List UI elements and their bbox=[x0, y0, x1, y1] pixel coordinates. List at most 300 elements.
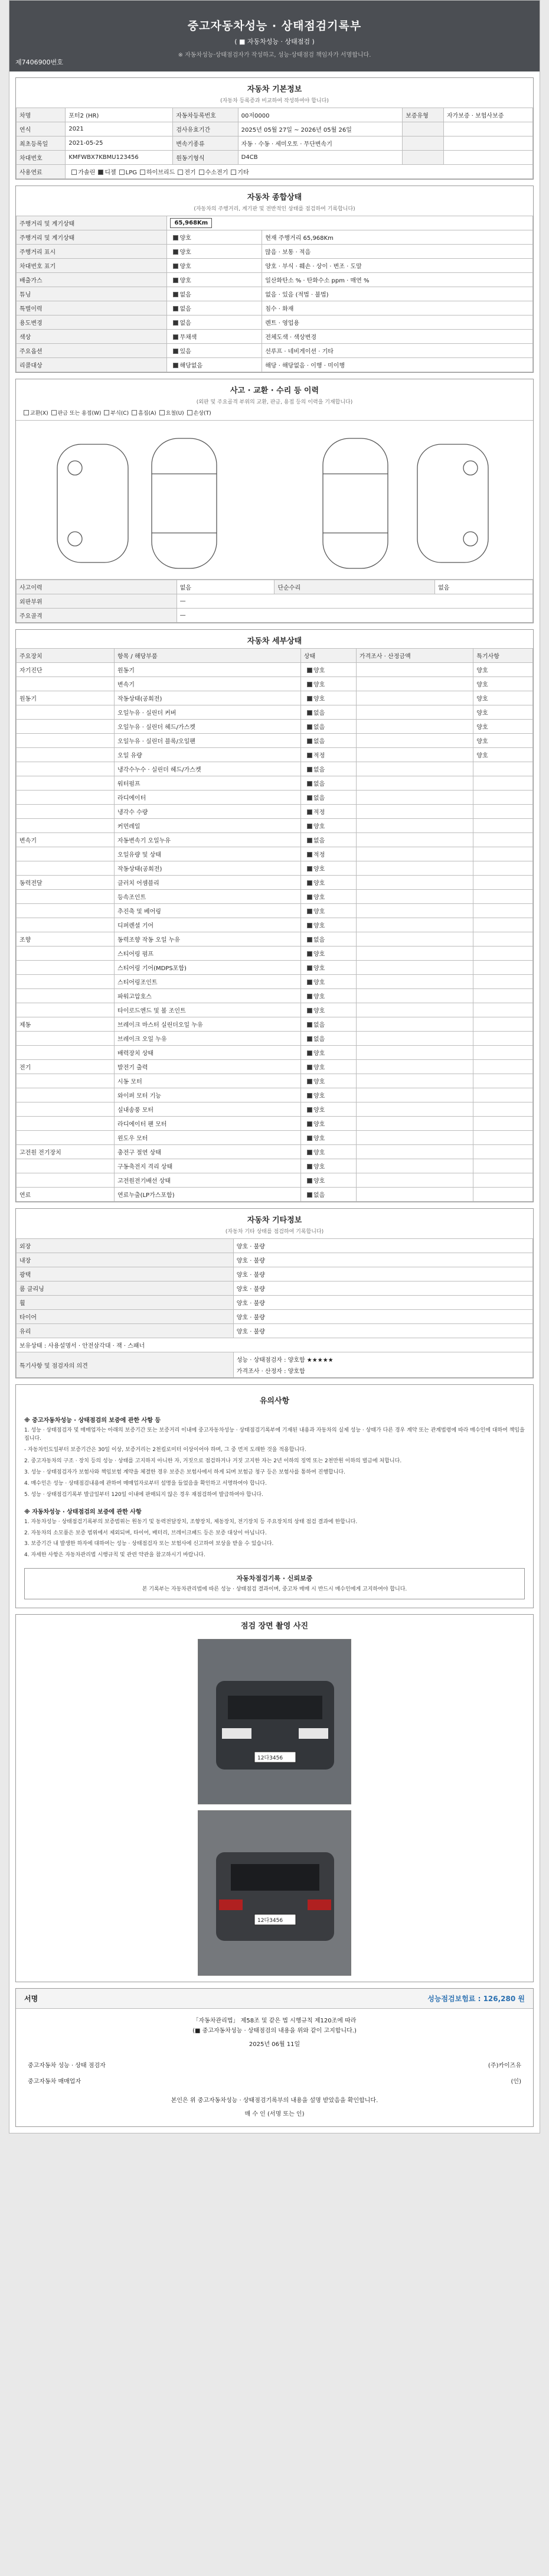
summary-state: 양호 bbox=[167, 273, 262, 287]
detail-row bbox=[17, 705, 533, 720]
detail-item: 고전원전기배선 상태 bbox=[114, 1173, 300, 1188]
other-key: 내장 bbox=[17, 1253, 234, 1267]
detail-item: 동력조향 작동 오일 누유 bbox=[114, 932, 300, 947]
checkbox bbox=[173, 363, 178, 368]
detail-state: 양호 bbox=[300, 918, 356, 932]
trust-box bbox=[24, 1568, 525, 1599]
notice-paragraph: 1. 자동차성능 · 상태점검기록부의 보증범위는 원동기 및 동력전달장치, 조향장치, 제동장치, 전기장치 등 주요장치의 상태 점검 결과에 한합니다. bbox=[24, 1518, 358, 1525]
checkbox bbox=[307, 909, 312, 914]
checkbox bbox=[173, 349, 178, 354]
detail-row bbox=[17, 861, 533, 876]
detail-state: 양호 bbox=[300, 890, 356, 904]
detail-remark bbox=[473, 961, 533, 975]
notice-paragraph: - 자동차인도일부터 보증기간은 30일 이상, 보증거리는 2천킬로미터 이상이어야 하며, 그 중 먼저 도래한 것을 적용합니다. bbox=[24, 1446, 306, 1453]
detail-group bbox=[17, 1117, 115, 1131]
detail-group bbox=[17, 791, 115, 805]
detail-group bbox=[17, 890, 115, 904]
notice-heading-2: ※ 자동차성능 · 상태점검의 보증에 관한 사항 bbox=[24, 1508, 142, 1515]
detail-group: 동력전달 bbox=[17, 876, 115, 890]
basic-value: 00저0000 bbox=[238, 108, 403, 122]
checkbox bbox=[307, 895, 312, 900]
basic-key bbox=[403, 122, 444, 136]
detail-row bbox=[17, 1074, 533, 1088]
checkbox bbox=[307, 965, 312, 971]
front-plate: 12다3456 bbox=[257, 1755, 283, 1762]
sign-date: 2025년 06월 11일 bbox=[249, 2041, 300, 2048]
detail-state: 없음 bbox=[300, 734, 356, 748]
checkbox bbox=[187, 410, 192, 415]
detail-row bbox=[17, 1159, 533, 1173]
checkbox bbox=[307, 1192, 312, 1198]
summary-row bbox=[17, 259, 533, 273]
detail-state: 양호 bbox=[300, 947, 356, 961]
notice-paragraph: 4. 자세한 사항은 자동차관리법 시행규칙 및 관련 약관을 참고하시기 바랍니다. bbox=[24, 1552, 205, 1559]
detail-row bbox=[17, 720, 533, 734]
mileage-value bbox=[167, 216, 533, 230]
detail-group bbox=[17, 776, 115, 791]
summary-section bbox=[15, 186, 534, 373]
checkbox bbox=[307, 1065, 312, 1070]
detail-row bbox=[17, 1017, 533, 1032]
detail-row bbox=[17, 663, 533, 677]
detail-group bbox=[17, 961, 115, 975]
detail-group bbox=[17, 1173, 115, 1188]
detail-group bbox=[17, 720, 115, 734]
section-note: (자동차의 주행거리, 계기판 및 전반적인 상태를 점검하여 기록합니다) bbox=[194, 206, 355, 212]
detail-item: 오일 유량 bbox=[114, 748, 300, 762]
basic-key: 차대번호 bbox=[17, 151, 66, 165]
detail-row bbox=[17, 947, 533, 961]
summary-note: 양호 · 부식 · 훼손 · 상이 · 변조 · 도말 bbox=[262, 259, 533, 273]
photo-title: 점검 장면 촬영 사진 bbox=[240, 1622, 309, 1631]
checkbox bbox=[307, 668, 312, 673]
fuel-option: 수소전기 bbox=[196, 170, 228, 176]
detail-group bbox=[17, 975, 115, 989]
summary-row bbox=[17, 330, 533, 344]
detail-price bbox=[356, 734, 473, 748]
detail-item: 오일누유 · 실린더 헤드/가스켓 bbox=[114, 720, 300, 734]
detail-price bbox=[356, 1159, 473, 1173]
detail-price bbox=[356, 1017, 473, 1032]
legend-item: 판금 또는 용접(W) bbox=[48, 411, 102, 417]
summary-note: 해당 · 해당없음 · 이행 · 미이행 bbox=[262, 358, 533, 372]
sign-text-1: 「자동차관리법」 제58조 및 같은 법 시행규칙 제120조에 따라 bbox=[192, 2018, 357, 2025]
car-diagram bbox=[16, 420, 533, 580]
checkbox bbox=[71, 170, 77, 175]
legend-item: 흠집(A) bbox=[129, 411, 156, 417]
detail-remark bbox=[473, 1188, 533, 1202]
detail-state: 없음 bbox=[300, 705, 356, 720]
record-number: 제7406900번호 bbox=[15, 58, 63, 66]
notice-paragraph: 2. 중고자동차의 구조 · 장치 등의 성능 · 상태를 고지하지 아니한 자, 거짓으로 점검하거나 거짓 고지한 자는 2년 이하의 징역 또는 2천만원 이하의 벌금에 처합니다. bbox=[24, 1458, 402, 1464]
detail-row bbox=[17, 1088, 533, 1102]
detail-row bbox=[17, 791, 533, 805]
detail-row bbox=[17, 904, 533, 918]
summary-item: 주행거리 및 계기상태 bbox=[17, 230, 167, 245]
detail-state: 양호 bbox=[300, 1046, 356, 1060]
detail-row bbox=[17, 762, 533, 776]
detail-group bbox=[17, 1003, 115, 1017]
detail-item: 클러치 어셈블리 bbox=[114, 876, 300, 890]
summary-item: 주행거리 표시 bbox=[17, 245, 167, 259]
detail-state: 없음 bbox=[300, 720, 356, 734]
accident-label: 사고이력 bbox=[17, 580, 177, 594]
detail-item: 변속기 bbox=[114, 677, 300, 691]
detail-price bbox=[356, 1032, 473, 1046]
section-title: 자동차 종합상태 bbox=[247, 193, 302, 202]
checkbox bbox=[307, 682, 312, 687]
summary-row bbox=[17, 358, 533, 372]
fuel-option: 전기 bbox=[175, 170, 195, 176]
detail-row bbox=[17, 961, 533, 975]
detail-remark bbox=[473, 1131, 533, 1145]
checkbox bbox=[307, 767, 312, 772]
frame-value: — bbox=[177, 609, 532, 623]
checkbox bbox=[307, 696, 312, 701]
other-row bbox=[17, 1310, 533, 1324]
detail-group bbox=[17, 918, 115, 932]
summary-item: 배출가스 bbox=[17, 273, 167, 287]
rear-photo bbox=[198, 1810, 351, 1976]
checkbox bbox=[307, 1164, 312, 1169]
detail-state: 없음 bbox=[300, 1032, 356, 1046]
summary-item: 주요옵션 bbox=[17, 344, 167, 358]
detail-row bbox=[17, 1131, 533, 1145]
other-value: 양호 · 불량 bbox=[233, 1296, 532, 1310]
detail-price bbox=[356, 677, 473, 691]
checker-label: 중고자동차 성능 · 상태 점검자 bbox=[28, 2063, 106, 2070]
summary-state: 무채색 bbox=[167, 330, 262, 344]
detail-price bbox=[356, 1003, 473, 1017]
detail-col-header: 가격조사 · 산정금액 bbox=[356, 649, 473, 663]
checkbox bbox=[132, 410, 137, 415]
basic-value: 자동 · 수동 · 세미오토 · 무단변속기 bbox=[238, 136, 403, 151]
checkbox bbox=[307, 923, 312, 928]
accident-value: 없음 bbox=[177, 580, 274, 594]
price-value: 126,280 원 bbox=[483, 1995, 525, 2003]
section-title: 자동차 기타정보 bbox=[247, 1216, 302, 1225]
detail-item: 실내송풍 모터 bbox=[114, 1102, 300, 1117]
checkbox bbox=[307, 739, 312, 744]
detail-row bbox=[17, 1102, 533, 1117]
detail-item: 와이퍼 모터 기능 bbox=[114, 1088, 300, 1102]
detail-remark: 양호 bbox=[473, 720, 533, 734]
car-outline-svg bbox=[16, 421, 534, 579]
detail-state: 양호 bbox=[300, 677, 356, 691]
fuel-row bbox=[17, 165, 533, 179]
checkbox bbox=[104, 410, 109, 415]
detail-price bbox=[356, 989, 473, 1003]
detail-price bbox=[356, 691, 473, 705]
detail-price bbox=[356, 861, 473, 876]
detail-price bbox=[356, 1088, 473, 1102]
detail-price bbox=[356, 748, 473, 762]
accident-table bbox=[16, 580, 533, 623]
fuel-option: LPG bbox=[116, 170, 137, 176]
detail-state: 없음 bbox=[300, 776, 356, 791]
detail-item: 윈도우 모터 bbox=[114, 1131, 300, 1145]
detail-item: 라디에이터 bbox=[114, 791, 300, 805]
detail-group bbox=[17, 1131, 115, 1145]
detail-group: 변속기 bbox=[17, 833, 115, 847]
legend-item: 손상(T) bbox=[184, 411, 211, 417]
accident-section bbox=[15, 379, 534, 623]
detail-section bbox=[15, 629, 534, 1202]
detail-remark bbox=[473, 847, 533, 861]
other-info-section bbox=[15, 1208, 534, 1378]
detail-state: 양호 bbox=[300, 989, 356, 1003]
detail-group bbox=[17, 1046, 115, 1060]
other-key: 외장 bbox=[17, 1239, 234, 1253]
basic-row bbox=[17, 151, 533, 165]
detail-remark bbox=[473, 791, 533, 805]
document-subtitle: ( ■ 자동차성능 · 상태점검 ) bbox=[234, 38, 315, 45]
summary-note: 선루프 · 네비게이션 · 기타 bbox=[262, 344, 533, 358]
legend-item: 부식(C) bbox=[101, 411, 129, 417]
detail-row bbox=[17, 776, 533, 791]
detail-price bbox=[356, 890, 473, 904]
detail-remark bbox=[473, 1117, 533, 1131]
detail-state: 양호 bbox=[300, 1159, 356, 1173]
detail-price bbox=[356, 819, 473, 833]
summary-item: 튜닝 bbox=[17, 287, 167, 301]
detail-state: 양호 bbox=[300, 1074, 356, 1088]
checkbox bbox=[159, 410, 165, 415]
basic-value: D4CB bbox=[238, 151, 403, 165]
detail-remark bbox=[473, 1046, 533, 1060]
photo-section bbox=[15, 1614, 534, 1982]
checkbox bbox=[307, 1050, 312, 1056]
section-note: (자동차 기타 상태를 점검하여 기록합니다) bbox=[225, 1229, 324, 1235]
detail-remark: 양호 bbox=[473, 677, 533, 691]
checkbox bbox=[307, 1022, 312, 1027]
car-side-right bbox=[417, 444, 488, 562]
detail-group bbox=[17, 1032, 115, 1046]
detail-item: 발전기 출력 bbox=[114, 1060, 300, 1074]
detail-group bbox=[17, 1088, 115, 1102]
detail-remark bbox=[473, 975, 533, 989]
detail-state: 양호 bbox=[300, 1173, 356, 1188]
detail-remark bbox=[473, 1145, 533, 1159]
notice-paragraph: 4. 매수인은 성능 · 상태점검내용에 관하여 매매업자로부터 설명을 들었음을 확인하고 서명하여야 합니다. bbox=[24, 1480, 267, 1487]
basic-value: 2021-05-25 bbox=[66, 136, 173, 151]
outer-panel-value: — bbox=[177, 594, 532, 609]
detail-price bbox=[356, 1173, 473, 1188]
checkbox bbox=[140, 170, 145, 175]
detail-item: 냉각수 수량 bbox=[114, 805, 300, 819]
notice-heading-1: ※ 중고자동차성능 · 상태점검의 보증에 관한 사항 등 bbox=[24, 1417, 161, 1424]
detail-row bbox=[17, 1117, 533, 1131]
detail-state: 양호 bbox=[300, 904, 356, 918]
sign-section bbox=[15, 1988, 534, 2127]
summary-item: 특별이력 bbox=[17, 301, 167, 316]
detail-state: 양호 bbox=[300, 1145, 356, 1159]
basic-row bbox=[17, 136, 533, 151]
detail-group bbox=[17, 762, 115, 776]
detail-group bbox=[17, 748, 115, 762]
detail-price bbox=[356, 720, 473, 734]
detail-group: 원동기 bbox=[17, 691, 115, 705]
detail-state: 양호 bbox=[300, 663, 356, 677]
other-value: 양호 · 불량 bbox=[233, 1310, 532, 1324]
detail-row bbox=[17, 989, 533, 1003]
other-row bbox=[17, 1267, 533, 1282]
detail-price bbox=[356, 975, 473, 989]
basic-key: 보증유형 bbox=[403, 108, 444, 122]
detail-group bbox=[17, 904, 115, 918]
detail-item: 원동기 bbox=[114, 663, 300, 677]
detail-row bbox=[17, 1003, 533, 1017]
car-side-left bbox=[57, 444, 128, 562]
sign-text-2: (■ 중고자동차성능 · 상태점검의 내용을 위와 같이 고지합니다.) bbox=[192, 2028, 357, 2035]
checkbox bbox=[307, 1150, 312, 1155]
basic-info-table bbox=[16, 108, 533, 179]
detail-state: 양호 bbox=[300, 1060, 356, 1074]
detail-group: 전기 bbox=[17, 1060, 115, 1074]
checkbox bbox=[307, 1178, 312, 1183]
other-row bbox=[17, 1324, 533, 1338]
summary-row bbox=[17, 287, 533, 301]
detail-remark bbox=[473, 1017, 533, 1032]
summary-note: 침수 · 화재 bbox=[262, 301, 533, 316]
detail-row bbox=[17, 1173, 533, 1188]
detail-item: 냉각수누수 · 실린더 헤드/가스켓 bbox=[114, 762, 300, 776]
summary-note: 현재 주행거리 65,968Km bbox=[262, 230, 533, 245]
summary-row bbox=[17, 316, 533, 330]
simple-repair-value: 없음 bbox=[435, 580, 533, 594]
detail-group bbox=[17, 705, 115, 720]
checker-name: (주)카이즈유 bbox=[488, 2063, 521, 2070]
other-row bbox=[17, 1296, 533, 1310]
detail-remark bbox=[473, 918, 533, 932]
checkbox bbox=[24, 410, 29, 415]
detail-row bbox=[17, 1145, 533, 1159]
basic-value: 2021 bbox=[66, 122, 173, 136]
checkbox bbox=[307, 781, 312, 786]
checkbox bbox=[119, 170, 125, 175]
detail-state: 양호 bbox=[300, 1131, 356, 1145]
summary-row bbox=[17, 344, 533, 358]
other-value: 양호 · 불량 bbox=[233, 1324, 532, 1338]
checkbox bbox=[307, 1136, 312, 1141]
detail-price bbox=[356, 833, 473, 847]
fuel-options bbox=[66, 165, 533, 179]
checkbox bbox=[307, 1093, 312, 1098]
fuel-option: 디젤 bbox=[95, 170, 116, 176]
notice-paragraph: 1. 성능 · 상태점검자 및 매매업자는 아래의 보증기간 또는 보증거리 이내에 중고자동차성능 · 상태점검기록부에 기재된 내용과 자동차의 실제 성능 · 상태가 다른 경우 계약 또는 관계법령에 따라 매수인에 대하여 책임을 집니다. bbox=[24, 1427, 525, 1442]
checkbox bbox=[307, 994, 312, 999]
checkbox bbox=[173, 334, 178, 340]
checkbox bbox=[178, 170, 183, 175]
basic-row bbox=[17, 108, 533, 122]
trust-box-title: 자동차점검기록 · 신뢰보증 bbox=[236, 1575, 313, 1583]
detail-item: 오일누유 · 실린더 커버 bbox=[114, 705, 300, 720]
detail-price bbox=[356, 776, 473, 791]
detail-remark bbox=[473, 776, 533, 791]
detail-item: 구동축전지 격리 상태 bbox=[114, 1159, 300, 1173]
basic-value: 자가보증 · 보험사보증 bbox=[443, 108, 532, 122]
basic-key bbox=[403, 136, 444, 151]
detail-price bbox=[356, 1074, 473, 1088]
checkbox bbox=[231, 170, 236, 175]
detail-remark bbox=[473, 1003, 533, 1017]
detail-state: 적정 bbox=[300, 805, 356, 819]
checkbox bbox=[173, 249, 178, 255]
checkbox bbox=[307, 980, 312, 985]
section-title: 자동차 기본정보 bbox=[247, 85, 302, 94]
detail-group: 고전원 전기장치 bbox=[17, 1145, 115, 1159]
other-value: 양호 · 불량 bbox=[233, 1267, 532, 1282]
summary-state: 해당없음 bbox=[167, 358, 262, 372]
detail-row bbox=[17, 677, 533, 691]
detail-row bbox=[17, 1060, 533, 1074]
detail-item: 등속조인트 bbox=[114, 890, 300, 904]
notice-section bbox=[15, 1384, 534, 1608]
detail-group bbox=[17, 847, 115, 861]
detail-group: 연료 bbox=[17, 1188, 115, 1202]
summary-note: 렌트 · 영업용 bbox=[262, 316, 533, 330]
other-row bbox=[17, 1253, 533, 1267]
detail-item: 작동상태(공회전) bbox=[114, 861, 300, 876]
basic-value: 2025년 05월 27일 ~ 2026년 05월 26일 bbox=[238, 122, 403, 136]
outer-panel-label: 외판부위 bbox=[17, 594, 177, 609]
detail-group bbox=[17, 1102, 115, 1117]
checkbox bbox=[307, 1079, 312, 1084]
detail-state: 양호 bbox=[300, 1088, 356, 1102]
checkbox bbox=[307, 1036, 312, 1042]
detail-remark bbox=[473, 1060, 533, 1074]
summary-state: 양호 bbox=[167, 245, 262, 259]
mileage-box: 65,968Km bbox=[170, 218, 212, 228]
detail-remark bbox=[473, 833, 533, 847]
other-key: 광택 bbox=[17, 1267, 234, 1282]
detail-price bbox=[356, 847, 473, 861]
detail-price bbox=[356, 1117, 473, 1131]
detail-row bbox=[17, 918, 533, 932]
detail-remark: 양호 bbox=[473, 691, 533, 705]
summary-item: 리콜대상 bbox=[17, 358, 167, 372]
detail-state: 없음 bbox=[300, 833, 356, 847]
detail-remark bbox=[473, 904, 533, 918]
checkbox bbox=[307, 1121, 312, 1127]
checkbox bbox=[307, 937, 312, 942]
detail-item: 라디에이터 팬 모터 bbox=[114, 1117, 300, 1131]
checkbox bbox=[307, 951, 312, 957]
checkbox bbox=[307, 824, 312, 829]
summary-table bbox=[16, 216, 533, 372]
detail-group bbox=[17, 947, 115, 961]
detail-remark bbox=[473, 1074, 533, 1088]
detail-row bbox=[17, 847, 533, 861]
detail-state: 양호 bbox=[300, 1102, 356, 1117]
detail-remark bbox=[473, 861, 533, 876]
price-label: 성능점검보험료 : bbox=[427, 1995, 481, 2003]
detail-remark: 양호 bbox=[473, 663, 533, 677]
detail-row bbox=[17, 1046, 533, 1060]
basic-value bbox=[443, 151, 532, 165]
detail-state: 양호 bbox=[300, 961, 356, 975]
detail-remark bbox=[473, 762, 533, 776]
basic-key: 변속기종류 bbox=[173, 136, 238, 151]
checkbox bbox=[307, 880, 312, 886]
section-title: 자동차 세부상태 bbox=[247, 637, 302, 646]
detail-item: 스티어링조인트 bbox=[114, 975, 300, 989]
detail-state: 양호 bbox=[300, 876, 356, 890]
detail-group: 조향 bbox=[17, 932, 115, 947]
detail-item: 시동 모터 bbox=[114, 1074, 300, 1088]
inspection-record bbox=[9, 0, 540, 2133]
detail-group bbox=[17, 819, 115, 833]
